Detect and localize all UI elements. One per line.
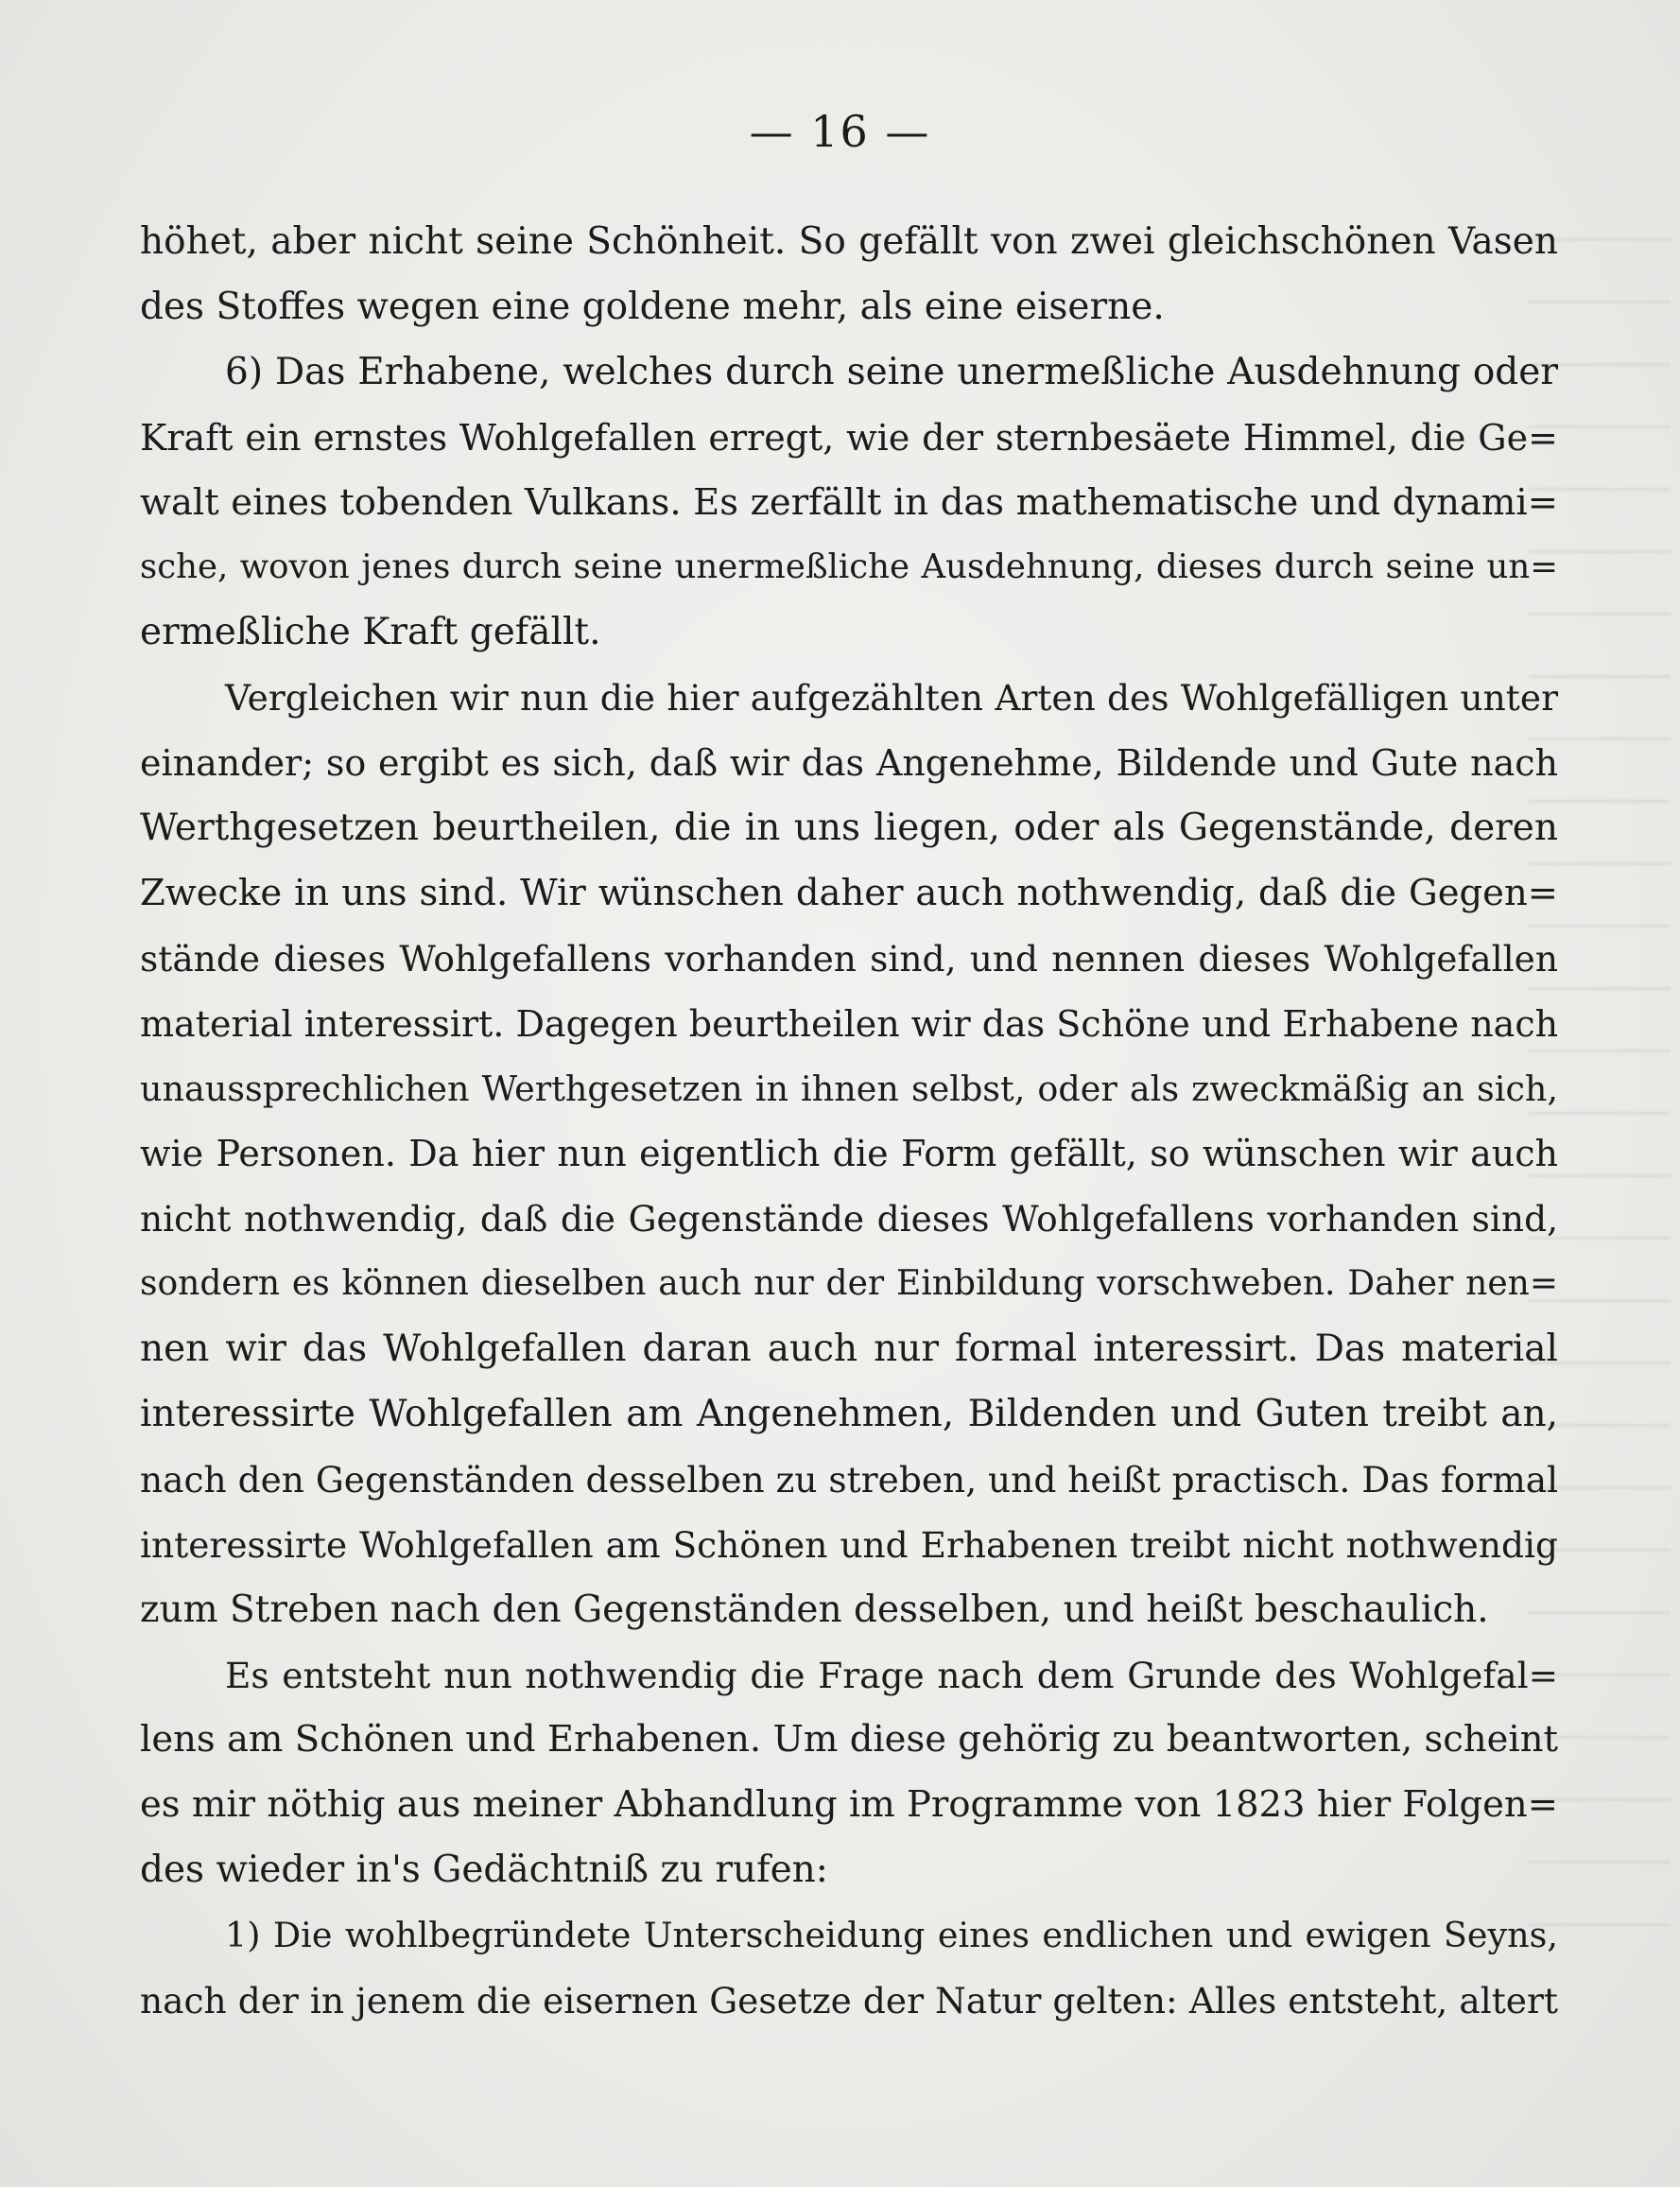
text-line: Werthgesetzen beurtheilen, die in uns liegen, oder als Gegenstände, deren xyxy=(140,807,1558,850)
text-line: Vergleichen wir nun die hier aufgezählten Arten des Wohlgefälligen unter xyxy=(225,677,1558,720)
text-line: des Stoffes wegen eine goldene mehr, als eine eiserne. xyxy=(140,285,1165,328)
text-line: sondern es können dieselben auch nur der Einbildung vorschweben. Daher nen= xyxy=(140,1264,1558,1304)
text-line: Zwecke in uns sind. Wir wünschen daher auch nothwendig, daß die Gegen= xyxy=(140,871,1558,914)
text-line: sche, wovon jenes durch seine unermeßliche Ausdehnung, dieses durch seine un= xyxy=(140,547,1558,587)
text-line: Kraft ein ernstes Wohlgefallen erregt, wie der sternbesäete Himmel, die Ge= xyxy=(140,416,1558,459)
text-line: ermeßliche Kraft gefällt. xyxy=(140,611,601,654)
text-line: 6) Das Erhabene, welches durch seine unermeßliche Ausdehnung oder xyxy=(225,350,1558,393)
body-text xyxy=(140,210,1558,2034)
text-line: material interessirt. Dagegen beurtheilen wir das Schöne und Erhabene nach xyxy=(140,1002,1559,1045)
text-line: wie Personen. Da hier nun eigentlich die Form gefällt, so wünschen wir auch xyxy=(140,1133,1558,1175)
text-line: es mir nöthig aus meiner Abhandlung im Programme von 1823 hier Folgen= xyxy=(140,1783,1558,1827)
text-line: nach den Gegenständen desselben zu streben, und heißt practisch. Das formal xyxy=(140,1458,1559,1501)
text-line: nicht nothwendig, daß die Gegenstände dieses Wohlgefallens vorhanden sind, xyxy=(140,1198,1558,1241)
text-line: nen wir das Wohlgefallen daran auch nur formal interessirt. Das material xyxy=(140,1328,1558,1371)
text-line: des wieder in's Gedächtniß zu rufen: xyxy=(140,1849,828,1892)
text-line: Es entsteht nun nothwendig die Frage nach dem Grunde des Wohlgefal= xyxy=(225,1654,1558,1696)
text-line: höhet, aber nicht seine Schönheit. So gefällt von zwei gleichschönen Vasen xyxy=(140,220,1558,263)
text-line: interessirte Wohlgefallen am Schönen und Erhabenen treibt nicht nothwendig xyxy=(140,1523,1558,1566)
text-line: zum Streben nach den Gegenständen desselben, und heißt beschaulich. xyxy=(140,1588,1489,1631)
text-line: 1) Die wohlbegründete Unterscheidung eines endlichen und ewigen Seyns, xyxy=(225,1915,1558,1956)
text-line: stände dieses Wohlgefallens vorhanden sind, und nennen dieses Wohlgefallen xyxy=(140,937,1558,980)
text-line: lens am Schönen und Erhabenen. Um diese gehörig zu beantworten, scheint xyxy=(140,1718,1558,1762)
text-line: interessirte Wohlgefallen am Angenehmen, Bildenden und Guten treibt an, xyxy=(140,1393,1558,1436)
text-line: walt eines tobenden Vulkans. Es zerfällt in das mathematische und dynami= xyxy=(140,480,1558,524)
page-number: — 16 — xyxy=(749,106,931,157)
text-line: unaussprechlichen Werthgesetzen in ihnen selbst, oder als zweckmäßig an sich, xyxy=(140,1067,1558,1109)
text-line: nach der in jenem die eisernen Gesetze der Natur gelten: Alles entsteht, altert xyxy=(140,1980,1558,2022)
text-line: einander; so ergibt es sich, daß wir das Angenehme, Bildende und Gute nach xyxy=(140,742,1558,785)
